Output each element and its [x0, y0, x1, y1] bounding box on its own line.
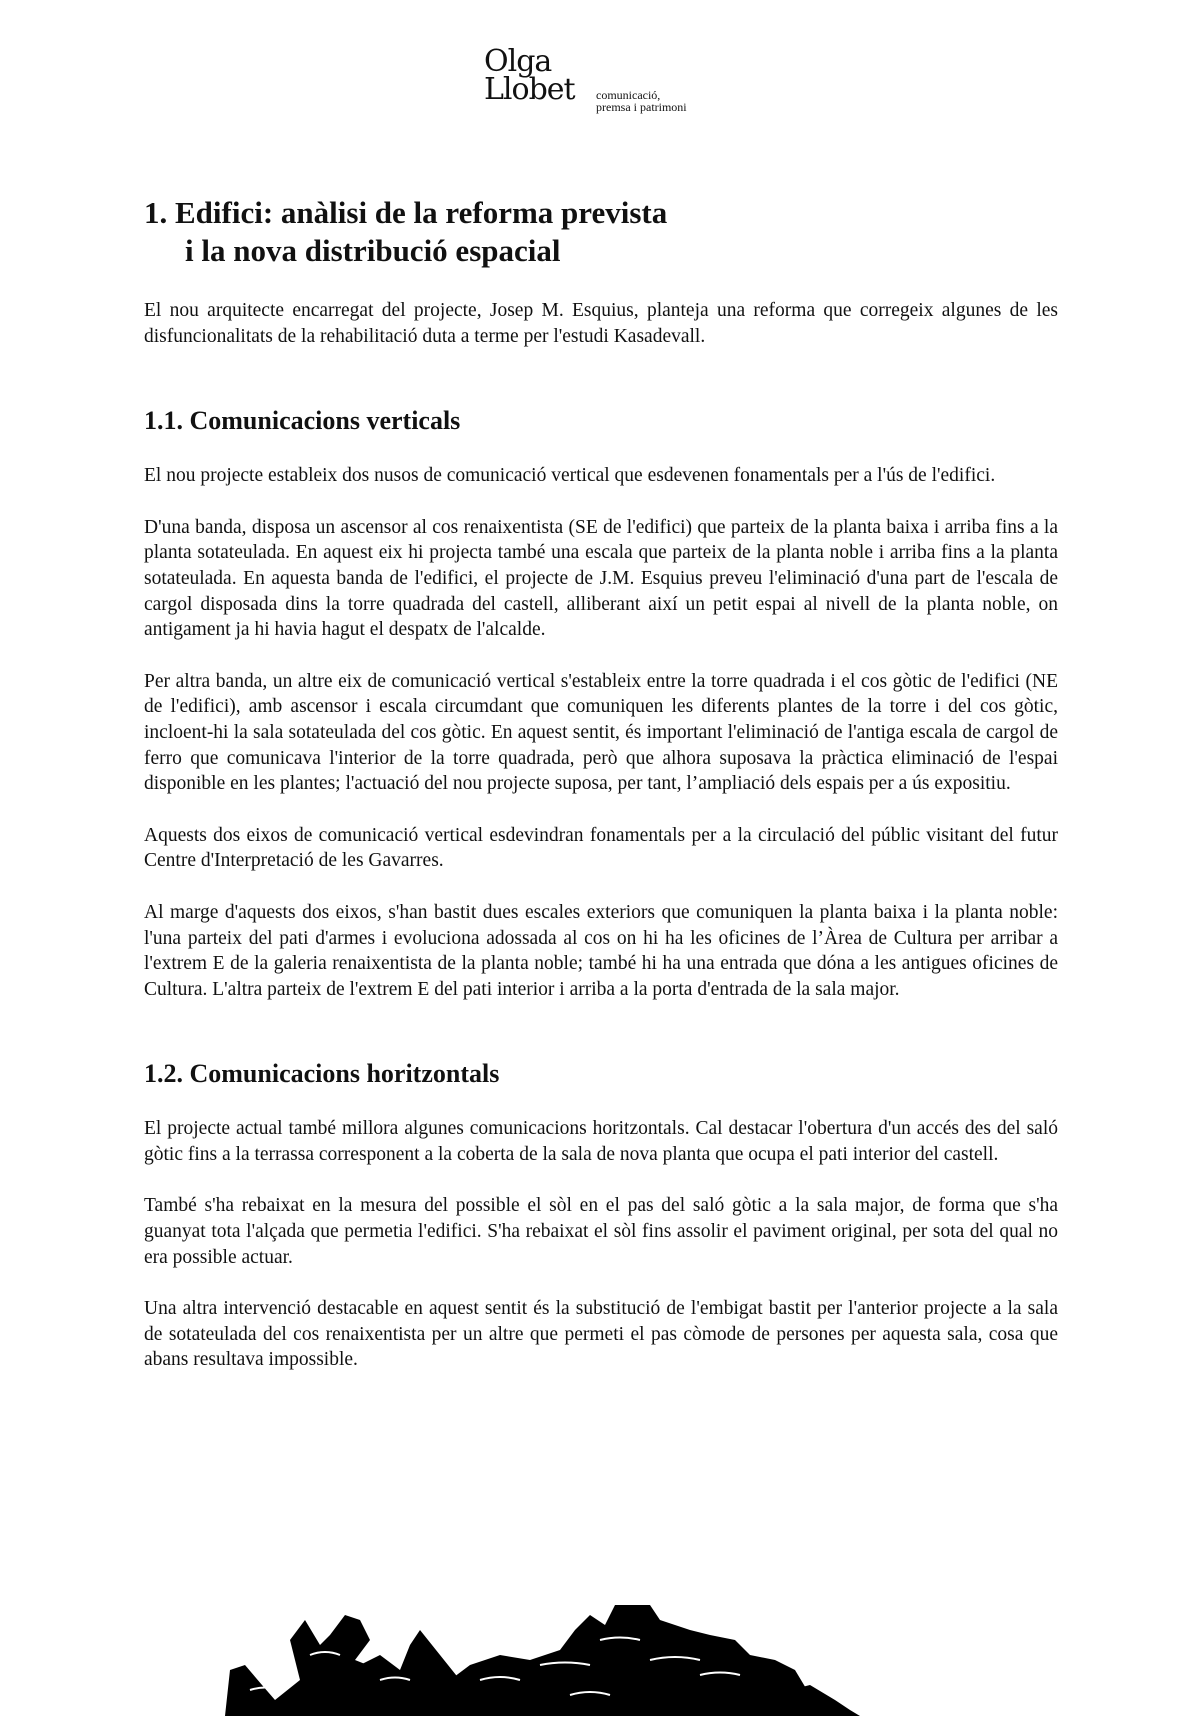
title-line-2: i la nova distribució espacial — [185, 233, 561, 268]
section-heading: 1.1. Comunicacions verticals — [144, 406, 461, 436]
paragraph: D'una banda, disposa un ascensor al cos renaixentista (SE de l'edifici) que parteix de la planta baixa i arriba fins a la planta sotateulada. En aquest eix hi projecta també una escala que parteix de la planta noble i arriba fins a la planta sotateulada. En aquesta banda de l'edifici, el projecte de J.M. Esquius preveu l'eliminació d'una part de l'escala de cargol disposada dins la torre quadrada del castell, alliberant així un petit espai al nivell de la planta noble, on antigament ja hi havia hagut el despatx de l'alcalde. — [144, 516, 1058, 641]
logo-tagline — [596, 89, 687, 113]
paragraph: També s'ha rebaixat en la mesura del possible el sòl en el pas del saló gòtic a la sala major, de forma que s'ha guanyat tota l'alçada que permetia l'edifici. S'ha rebaixat el sòl fins assolir el paviment original, per sota del qual no era possible actuar. — [144, 1195, 1058, 1268]
logo-line2: Llobet — [484, 72, 575, 107]
paragraph: El nou projecte estableix dos nusos de comunicació vertical que esdevenen fonamentals per a l'ús de l'edifici. — [144, 465, 996, 487]
paragraph: Per altra banda, un altre eix de comunicació vertical s'estableix entre la torre quadrada i el cos gòtic de l'edifici (NE de l'edifici), amb ascensor i escala circumdant que comuniquen les diferents plantes de la torre i del cos gòtic, incloent-hi la sala sotateulada del cos gòtic. En aquest sentit, és important l'eliminació de l'antiga escala de cargol de ferro que comunicava l'interior de la torre quadrada, però que alhora suposava la pràctica eliminació de l'espai disponible en les plantes; l'actuació del nou projecte suposa, per tant, l’ampliació dels espais per a ús expositiu. — [144, 670, 1058, 795]
logo — [484, 46, 724, 116]
logo-tagline-2: premsa i patrimoni — [596, 100, 687, 114]
paragraph: Una altra intervenció destacable en aquest sentit és la substitució de l'embigat bastit per l'anterior projecte a la sala de sotateulada del cos renaixentista per un altre que permeti el pas còmode de persones per aquesta sala, cosa que abans resultava impossible. — [144, 1298, 1058, 1371]
logo-tagline-1: comunicació, — [596, 88, 661, 102]
page-title — [144, 194, 1058, 270]
intro-paragraph: El nou arquitecte encarregat del projecte, Josep M. Esquius, planteja una reforma que corregeix algunes de les disfuncionalitats de la rehabilitació duta a terme per l'estudi Kasadevall. — [144, 300, 1058, 347]
document-body — [144, 194, 1058, 1399]
paragraph: El projecte actual també millora algunes comunicacions horitzontals. Cal destacar l'obertura d'un accés des del saló gòtic fins a la terrassa corresponent a la coberta de la sala de nova planta que ocupa el pati interior del castell. — [144, 1118, 1058, 1165]
logo-line1: Olga — [484, 44, 552, 79]
section-heading: 1.2. Comunicacions horitzontals — [144, 1059, 500, 1089]
paragraph: Aquests dos eixos de comunicació vertical esdevindran fonamentals per a la circulació del públic visitant del futur Centre d'Interpretació de les Gavarres. — [144, 824, 1058, 872]
tree-illustration — [0, 1560, 1202, 1716]
paragraph: Al marge d'aquests dos eixos, s'han bastit dues escales exteriors que comuniquen la planta baixa i la planta noble: l'una parteix del pati d'armes i evoluciona adossada al cos on hi ha les oficines de l’Àrea de Cultura per arribar a l'extrem E de la galeria renaixentista de la planta noble; també hi ha una entrada que dóna a les antigues oficines de Cultura. L'altra parteix de l'extrem E del pati interior i arriba a la porta d'entrada de la sala major. — [144, 901, 1058, 1000]
title-line-1: 1. Edifici: anàlisi de la reforma prevista — [144, 195, 668, 230]
